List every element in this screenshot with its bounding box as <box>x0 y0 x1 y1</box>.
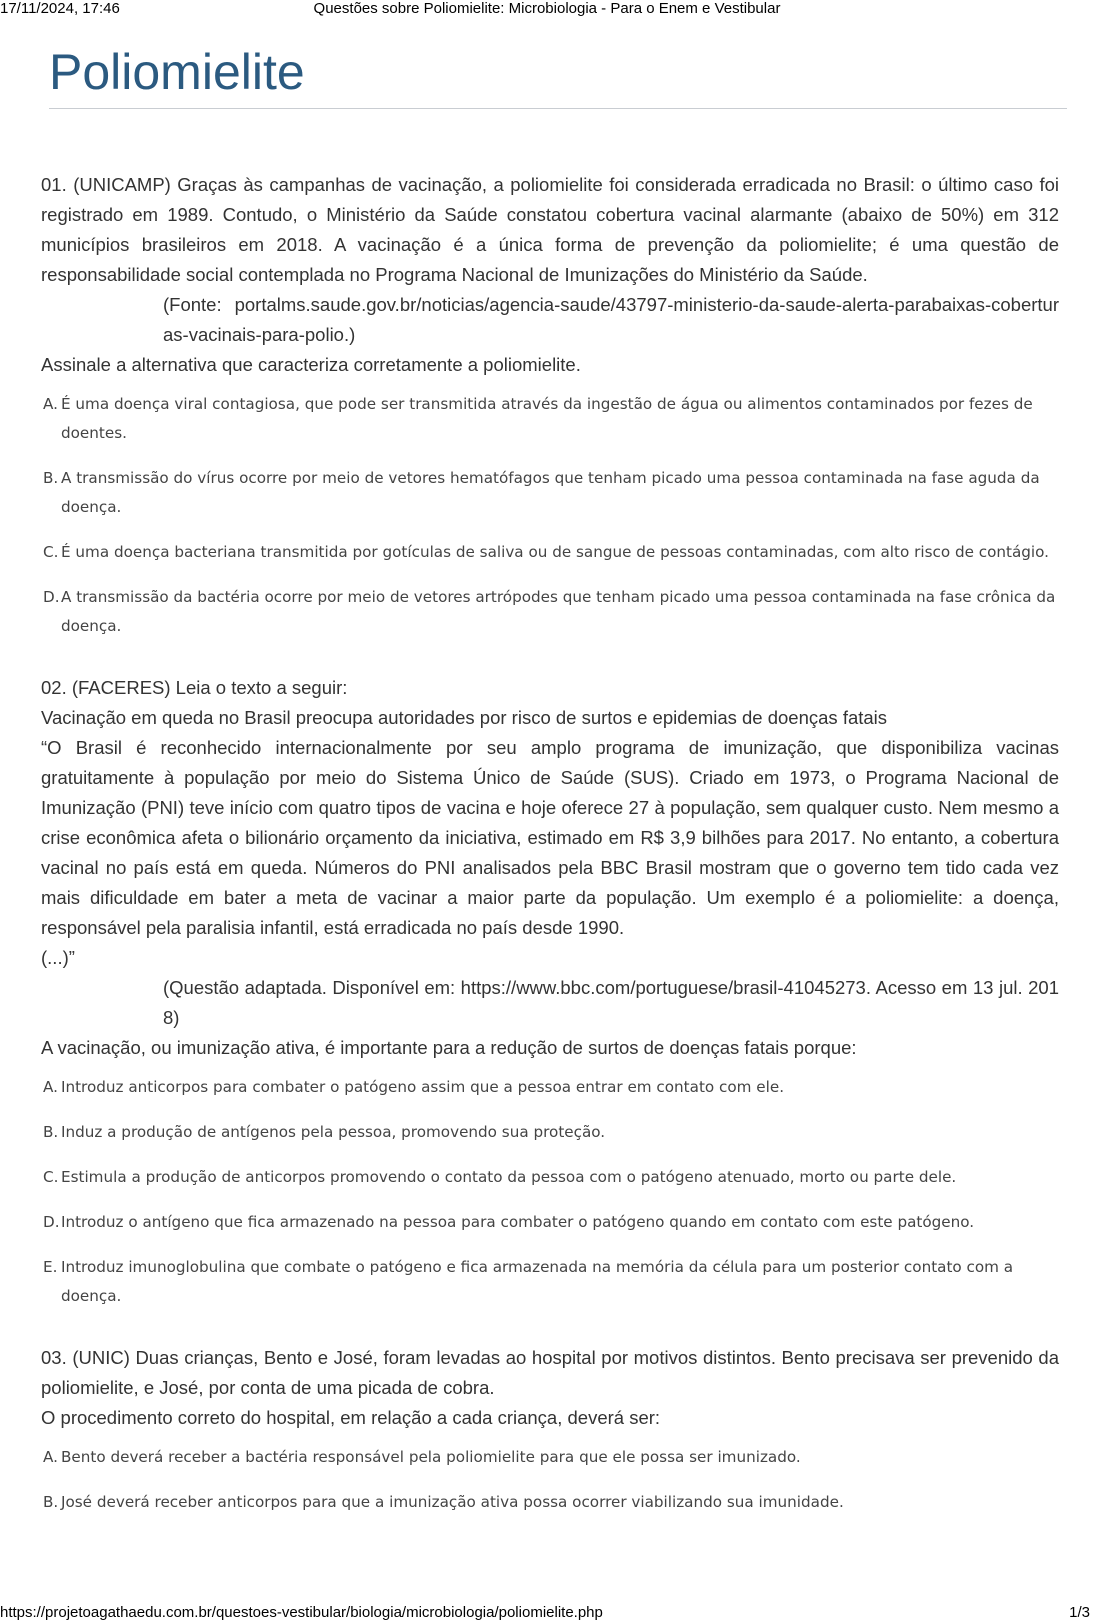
print-footer <box>0 1603 1094 1623</box>
question-statement: 03. (UNIC) Duas crianças, Bento e José, foram levadas ao hospital por motivos distintos. Bento precisava ser prevenido da poliomielite, e José, por conta de uma picada de cobra. <box>41 1347 1059 1398</box>
answer-option-d[interactable] <box>41 583 1059 641</box>
question-prompt: A vacinação, ou imunização ativa, é importante para a redução de surtos de doenças fatais porque: <box>41 1037 857 1058</box>
option-letter: D. <box>43 1213 60 1231</box>
print-datetime: 17/11/2024, 17:46 <box>0 0 120 17</box>
option-text: Bento deverá receber a bactéria responsável pela poliomielite para que ele possa ser imunizado. <box>61 1448 801 1466</box>
question-prompt: O procedimento correto do hospital, em relação a cada criança, deverá ser: <box>41 1407 661 1428</box>
question-prompt: Assinale a alternativa que caracteriza corretamente a poliomielite. <box>41 354 581 375</box>
answer-option-c[interactable] <box>41 1163 1059 1192</box>
page-number: 1/3 <box>1069 1604 1090 1621</box>
answer-option-d[interactable] <box>41 1208 1059 1237</box>
answer-option-b[interactable] <box>41 1118 1059 1147</box>
option-text: José deverá receber anticorpos para que a imunização ativa possa ocorrer viabilizando sua imunidade. <box>61 1493 844 1511</box>
question-statement: 01. (UNICAMP) Graças às campanhas de vacinação, a poliomielite foi considerada erradicada no Brasil: o último caso foi registrado em 1989. Contudo, o Ministério da Saúde constatou cobertura vacinal alarmante (abaixo de 50%) em 312 municípios brasileiros em 2018. A vacinação é a única forma de prevenção da poliomielite; é uma questão de responsabilidade social contemplada no Programa Nacional de Imunizações do Ministério da Saúde. <box>41 174 1059 285</box>
article-headline: Vacinação em queda no Brasil preocupa autoridades por risco de surtos e epidemias de doenças fatais <box>41 707 888 728</box>
question-source: (Questão adaptada. Disponível em: https://www.bbc.com/portuguese/brasil-41045273. Acesso em 13 jul. 2018) <box>163 977 1059 1028</box>
option-text: Introduz anticorpos para combater o patógeno assim que a pessoa entrar em contato com ele. <box>61 1078 785 1096</box>
option-letter: B. <box>43 1493 59 1511</box>
question-source: (Fonte: portalms.saude.gov.br/noticias/agencia-saude/43797-ministerio-da-saude-alerta-parabaixas-coberturas-vacinais-para-polio.) <box>163 294 1059 345</box>
option-letter: A. <box>43 1448 58 1466</box>
article-ellipsis: (...)” <box>41 947 75 968</box>
option-letter: C. <box>43 543 59 561</box>
option-text: Estimula a produção de anticorpos promovendo o contato da pessoa com o patógeno atenuado, morto ou parte dele. <box>61 1168 957 1186</box>
option-letter: A. <box>43 395 58 413</box>
answer-option-a[interactable] <box>41 1443 1059 1472</box>
answer-options <box>41 390 1059 641</box>
option-text: Induz a produção de antígenos pela pessoa, promovendo sua proteção. <box>61 1123 606 1141</box>
answer-options <box>41 1073 1059 1311</box>
article-quote: “O Brasil é reconhecido internacionalmente por seu amplo programa de imunização, que disponibiliza vacinas gratuitamente à população por meio do Sistema Único de Saúde (SUS). Criado em 1973, o Programa Nacional de Imunização (PNI) teve início com quatro tipos de vacina e hoje oferece 27 à população, sem qualquer custo. Nem mesmo a crise econômica afeta o bilionário orçamento da iniciativa, estimado em R$ 3,9 bilhões para 2017. No entanto, a cobertura vacinal no país está em queda. Números do PNI analisados pela BBC Brasil mostram que o governo tem tido cada vez mais dificuldade em bater a meta de vacinar a maior parte da população. Um exemplo é a poliomielite: a doença, responsável pela paralisia infantil, está erradicada no país desde 1990. <box>41 737 1059 938</box>
option-text: A transmissão do vírus ocorre por meio de vetores hematófagos que tenham picado uma pessoa contaminada na fase aguda da doença. <box>61 469 1040 516</box>
page-url: https://projetoagathaedu.com.br/questoes-vestibular/biologia/microbiologia/poliomielite.php <box>0 1604 603 1621</box>
option-text: Introduz o antígeno que fica armazenado na pessoa para combater o patógeno quando em contato com este patógeno. <box>61 1213 975 1231</box>
option-text: A transmissão da bactéria ocorre por meio de vetores artrópodes que tenham picado uma pessoa contaminada na fase crônica da doença. <box>61 588 1056 635</box>
question-01 <box>41 170 1059 641</box>
option-text: É uma doença bacteriana transmitida por gotículas de saliva ou de sangue de pessoas contaminadas, com alto risco de contágio. <box>61 543 1050 561</box>
answer-option-b[interactable] <box>41 464 1059 522</box>
option-letter: C. <box>43 1168 59 1186</box>
print-header <box>0 0 1094 18</box>
option-letter: B. <box>43 469 59 487</box>
question-02 <box>41 673 1059 1311</box>
print-document-title: Questões sobre Poliomielite: Microbiologia - Para o Enem e Vestibular <box>313 0 781 17</box>
page-title: Poliomielite <box>49 44 305 100</box>
answer-option-c[interactable] <box>41 538 1059 567</box>
option-text: Introduz imunoglobulina que combate o patógeno e fica armazenada na memória da célula para um posterior contato com a doença. <box>61 1258 1014 1305</box>
option-letter: B. <box>43 1123 59 1141</box>
option-letter: A. <box>43 1078 58 1096</box>
answer-options <box>41 1443 1059 1517</box>
option-letter: E. <box>43 1258 58 1276</box>
answer-option-a[interactable] <box>41 390 1059 448</box>
question-statement: 02. (FACERES) Leia o texto a seguir: <box>41 677 348 698</box>
answer-option-b[interactable] <box>41 1488 1059 1517</box>
option-letter: D. <box>43 588 60 606</box>
option-text: É uma doença viral contagiosa, que pode ser transmitida através da ingestão de água ou alimentos contaminados por fezes de doentes. <box>61 395 1033 442</box>
answer-option-a[interactable] <box>41 1073 1059 1102</box>
title-divider <box>49 108 1067 109</box>
question-03 <box>41 1343 1059 1517</box>
questions-list <box>41 170 1059 1549</box>
answer-option-e[interactable] <box>41 1253 1059 1311</box>
